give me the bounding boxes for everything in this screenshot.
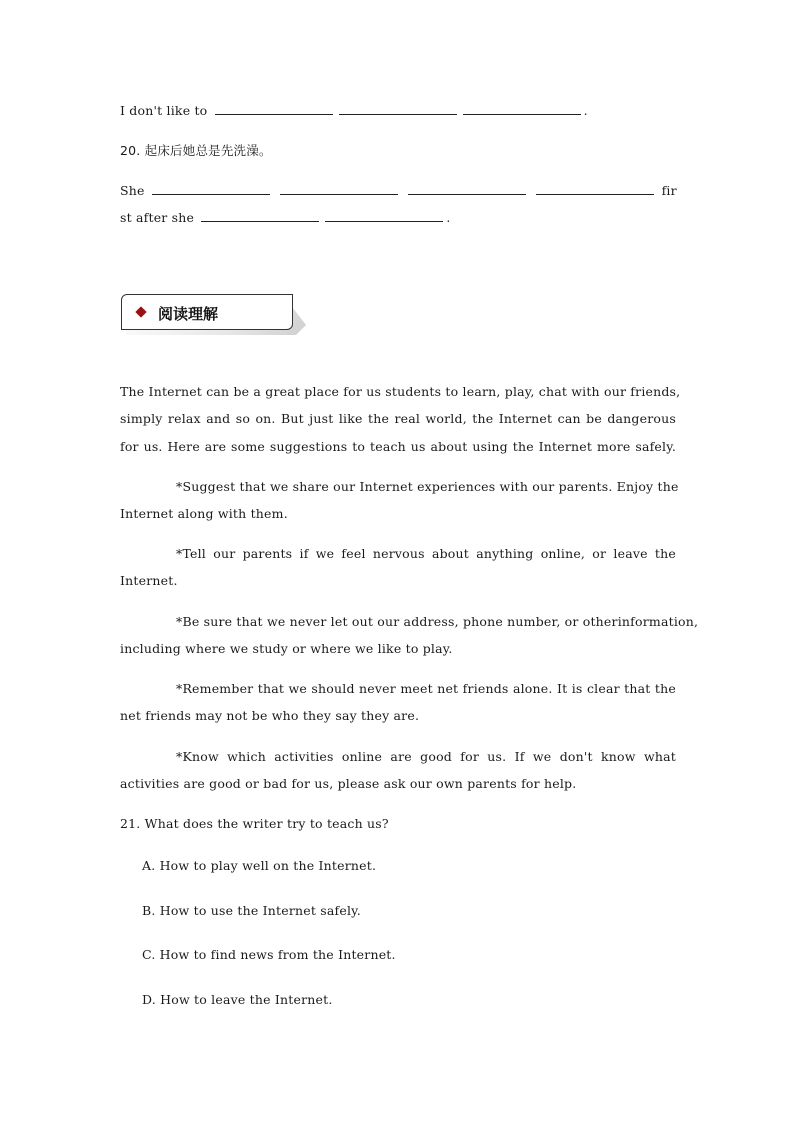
q19-answer-line: [120, 103, 676, 119]
suggestion-line: Internet.: [120, 573, 178, 588]
answer-option-b[interactable]: B. How to use the Internet safely.: [142, 903, 361, 918]
passage-intro-line: simply relax and so on. But just like the real world, the Internet can be dangerous: [120, 411, 676, 426]
answer-blank[interactable]: [215, 103, 333, 115]
answer-blank[interactable]: [408, 183, 526, 195]
answer-blank[interactable]: [536, 183, 654, 195]
q20-answer-line-2: [120, 210, 676, 226]
q19-prefix: I don't like to: [120, 103, 208, 118]
suggestion-line: *Be sure that we never let out our address, phone number, or otherinformation,: [176, 614, 699, 629]
suggestion-line: including where we study or where we like to play.: [120, 641, 453, 656]
answer-blank[interactable]: [201, 210, 319, 222]
q20-line2-suffix: .: [446, 210, 451, 225]
suggestion-line: net friends may not be who they say they are.: [120, 708, 420, 723]
answer-blank[interactable]: [325, 210, 443, 222]
suggestion-line: Internet along with them.: [120, 506, 288, 521]
answer-option-d[interactable]: D. How to leave the Internet.: [142, 992, 333, 1007]
suggestion-line: *Remember that we should never meet net friends alone. It is clear that the: [176, 681, 676, 696]
q20-line2-prefix: st after she: [120, 210, 195, 225]
section-title: 阅读理解: [158, 305, 219, 323]
q20-line1-suffix: fir: [661, 183, 677, 198]
diamond-bullet-icon: [135, 306, 146, 317]
q20-line1-prefix: She: [120, 183, 145, 198]
q20-prompt: 20. 起床后她总是先洗澡。: [120, 143, 272, 158]
q21-question: 21. What does the writer try to teach us?: [120, 816, 389, 831]
answer-blank[interactable]: [280, 183, 398, 195]
passage-intro-line: for us. Here are some suggestions to teach us about using the Internet more safely.: [120, 439, 676, 454]
answer-blank[interactable]: [339, 103, 457, 115]
suggestion-line: *Suggest that we share our Internet experiences with our parents. Enjoy the: [176, 479, 679, 494]
answer-option-c[interactable]: C. How to find news from the Internet.: [142, 947, 396, 962]
answer-blank[interactable]: [463, 103, 581, 115]
q19-suffix: .: [583, 103, 588, 118]
answer-option-a[interactable]: A. How to play well on the Internet.: [142, 858, 377, 873]
q20-answer-line-1: [120, 183, 676, 199]
suggestion-line: *Know which activities online are good for us. If we don't know what: [176, 749, 676, 764]
suggestion-line: activities are good or bad for us, please ask our own parents for help.: [120, 776, 577, 791]
answer-blank[interactable]: [152, 183, 270, 195]
suggestion-line: *Tell our parents if we feel nervous about anything online, or leave the: [176, 546, 676, 561]
section-header: [121, 294, 293, 330]
passage-intro-line: The Internet can be a great place for us students to learn, play, chat with our friends,: [120, 384, 681, 399]
